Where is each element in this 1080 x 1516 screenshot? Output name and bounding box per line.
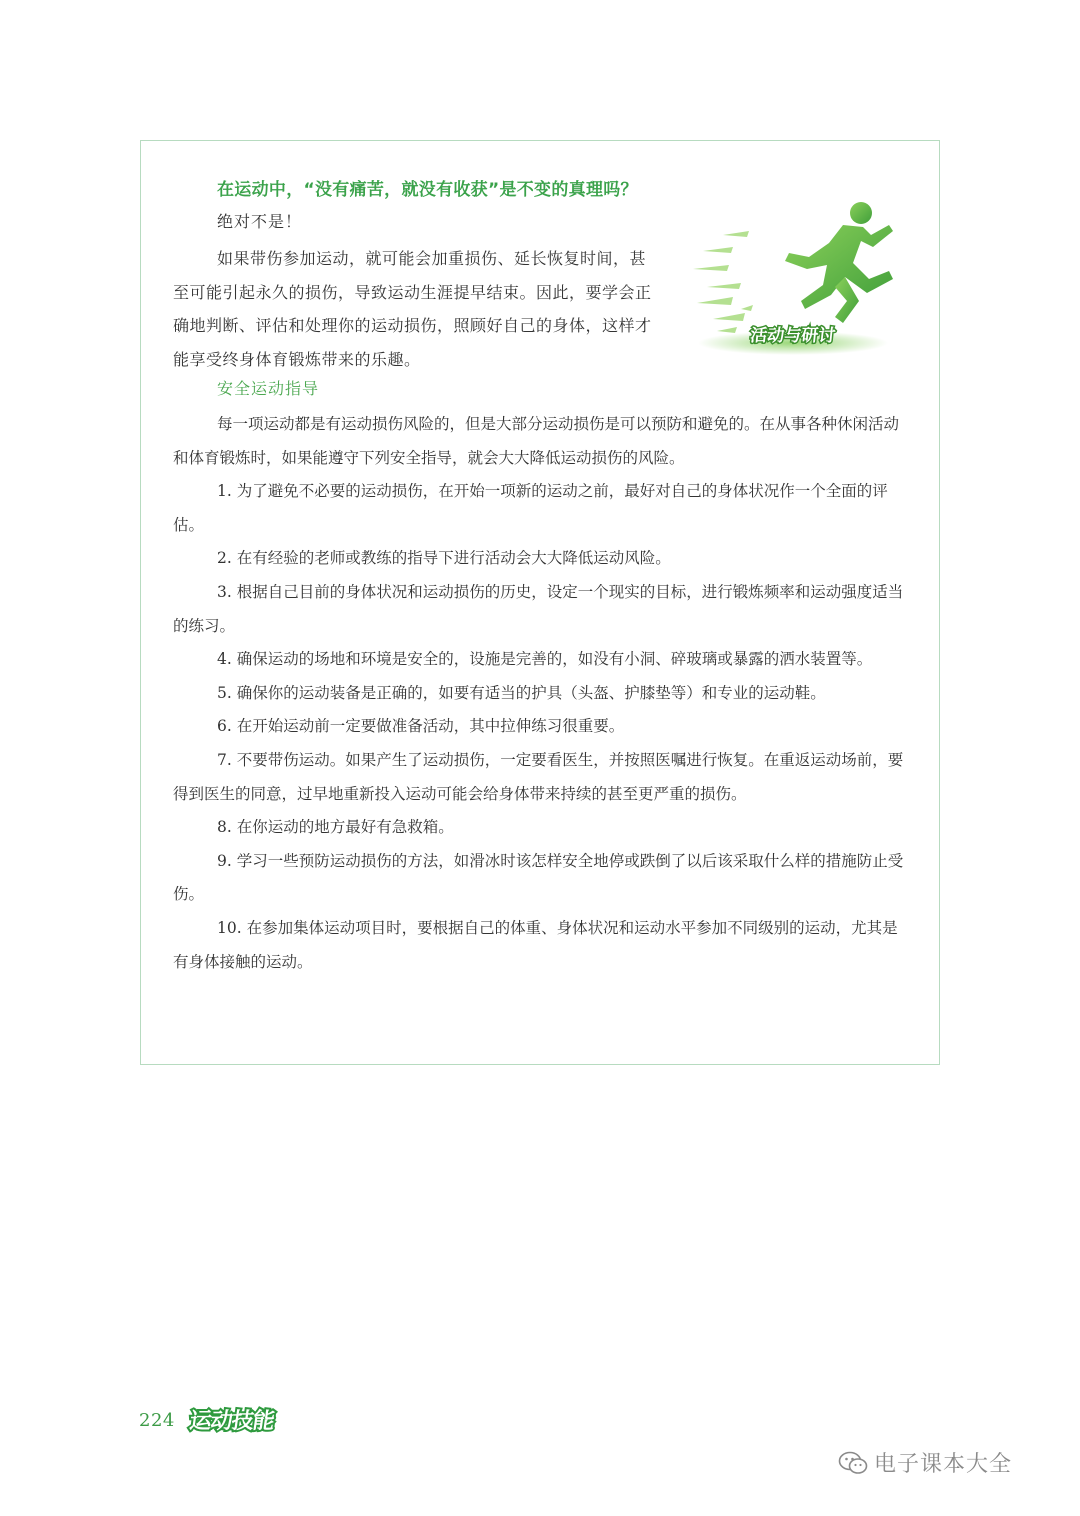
list-item: 5. 确保你的运动装备是正确的，如要有适当的护具（头盔、护膝垫等）和专业的运动鞋。 xyxy=(217,683,826,702)
list-item: 4. 确保运动的场地和环境是安全的，设施是完善的，如没有小洞、碎玻璃或暴露的洒水装置等。 xyxy=(217,650,873,669)
card-answer: 绝对不是！ xyxy=(217,212,303,231)
watermark-text: 电子课本大全 xyxy=(874,1452,1013,1477)
guidelines-list xyxy=(173,408,913,979)
watermark xyxy=(838,1447,1012,1478)
list-item: 每一项运动都是有运动损伤风险的，但是大部分运动损伤是可以预防和避免的。在从事各种休闲活动和体育锻炼时，如果能遵守下列安全指导，就会大大降低运动损伤的风险。 xyxy=(173,415,900,467)
page-number: 224 xyxy=(139,1410,175,1431)
card-question: 在运动中，“没有痛苦，就没有收获”是不变的真理吗？ xyxy=(217,180,638,200)
list-item: 9. 学习一些预防运动损伤的方法，如滑冰时该怎样安全地停或跌倒了以后该采取什么样的措施防止受伤。 xyxy=(173,851,904,904)
list-item: 6. 在开始运动前一定要做准备活动，其中拉伸练习很重要。 xyxy=(217,717,625,736)
runner-illustration xyxy=(693,191,903,371)
list-item: 2. 在有经验的老师或教练的指导下进行活动会大大降低运动风险。 xyxy=(217,549,671,568)
list-item: 3. 根据自己目前的身体状况和运动损伤的历史，设定一个现实的目标，进行锻炼频率和运动强度适当的练习。 xyxy=(173,582,904,635)
content-card xyxy=(140,140,940,1065)
list-item: 8. 在你运动的地方最好有急救箱。 xyxy=(217,818,454,837)
list-item: 10. 在参加集体运动项目时，要根据自己的体重、身体状况和运动水平参加不同级别的运动，尤其是有身体接触的运动。 xyxy=(173,918,898,971)
section-heading: 安全运动指导 xyxy=(217,379,320,398)
badge-label: 活动与研讨 xyxy=(749,326,837,346)
list-item: 1. 为了避免不必要的运动损伤，在开始一项新的运动之前，最好对自己的身体状况作一个全面的评估。 xyxy=(173,482,888,534)
wechat-icon xyxy=(838,1450,868,1476)
card-intro: 如果带伤参加运动，就可能会加重损伤、延长恢复时间，甚至可能引起永久的损伤，导致运动生涯提早结束。因此，要学会正确地判断、评估和处理你的运动损伤，照顾好自己的身体，这样才能享受终身体育锻炼带来的乐趣。 xyxy=(173,249,652,369)
book-title-logo: 运动技能 xyxy=(187,1409,276,1434)
list-item: 7. 不要带伤运动。如果产生了运动损伤，一定要看医生，并按照医嘱进行恢复。在重返运动场前，要得到医生的同意，过早地重新投入运动可能会给身体带来持续的甚至更严重的损伤。 xyxy=(173,750,904,803)
